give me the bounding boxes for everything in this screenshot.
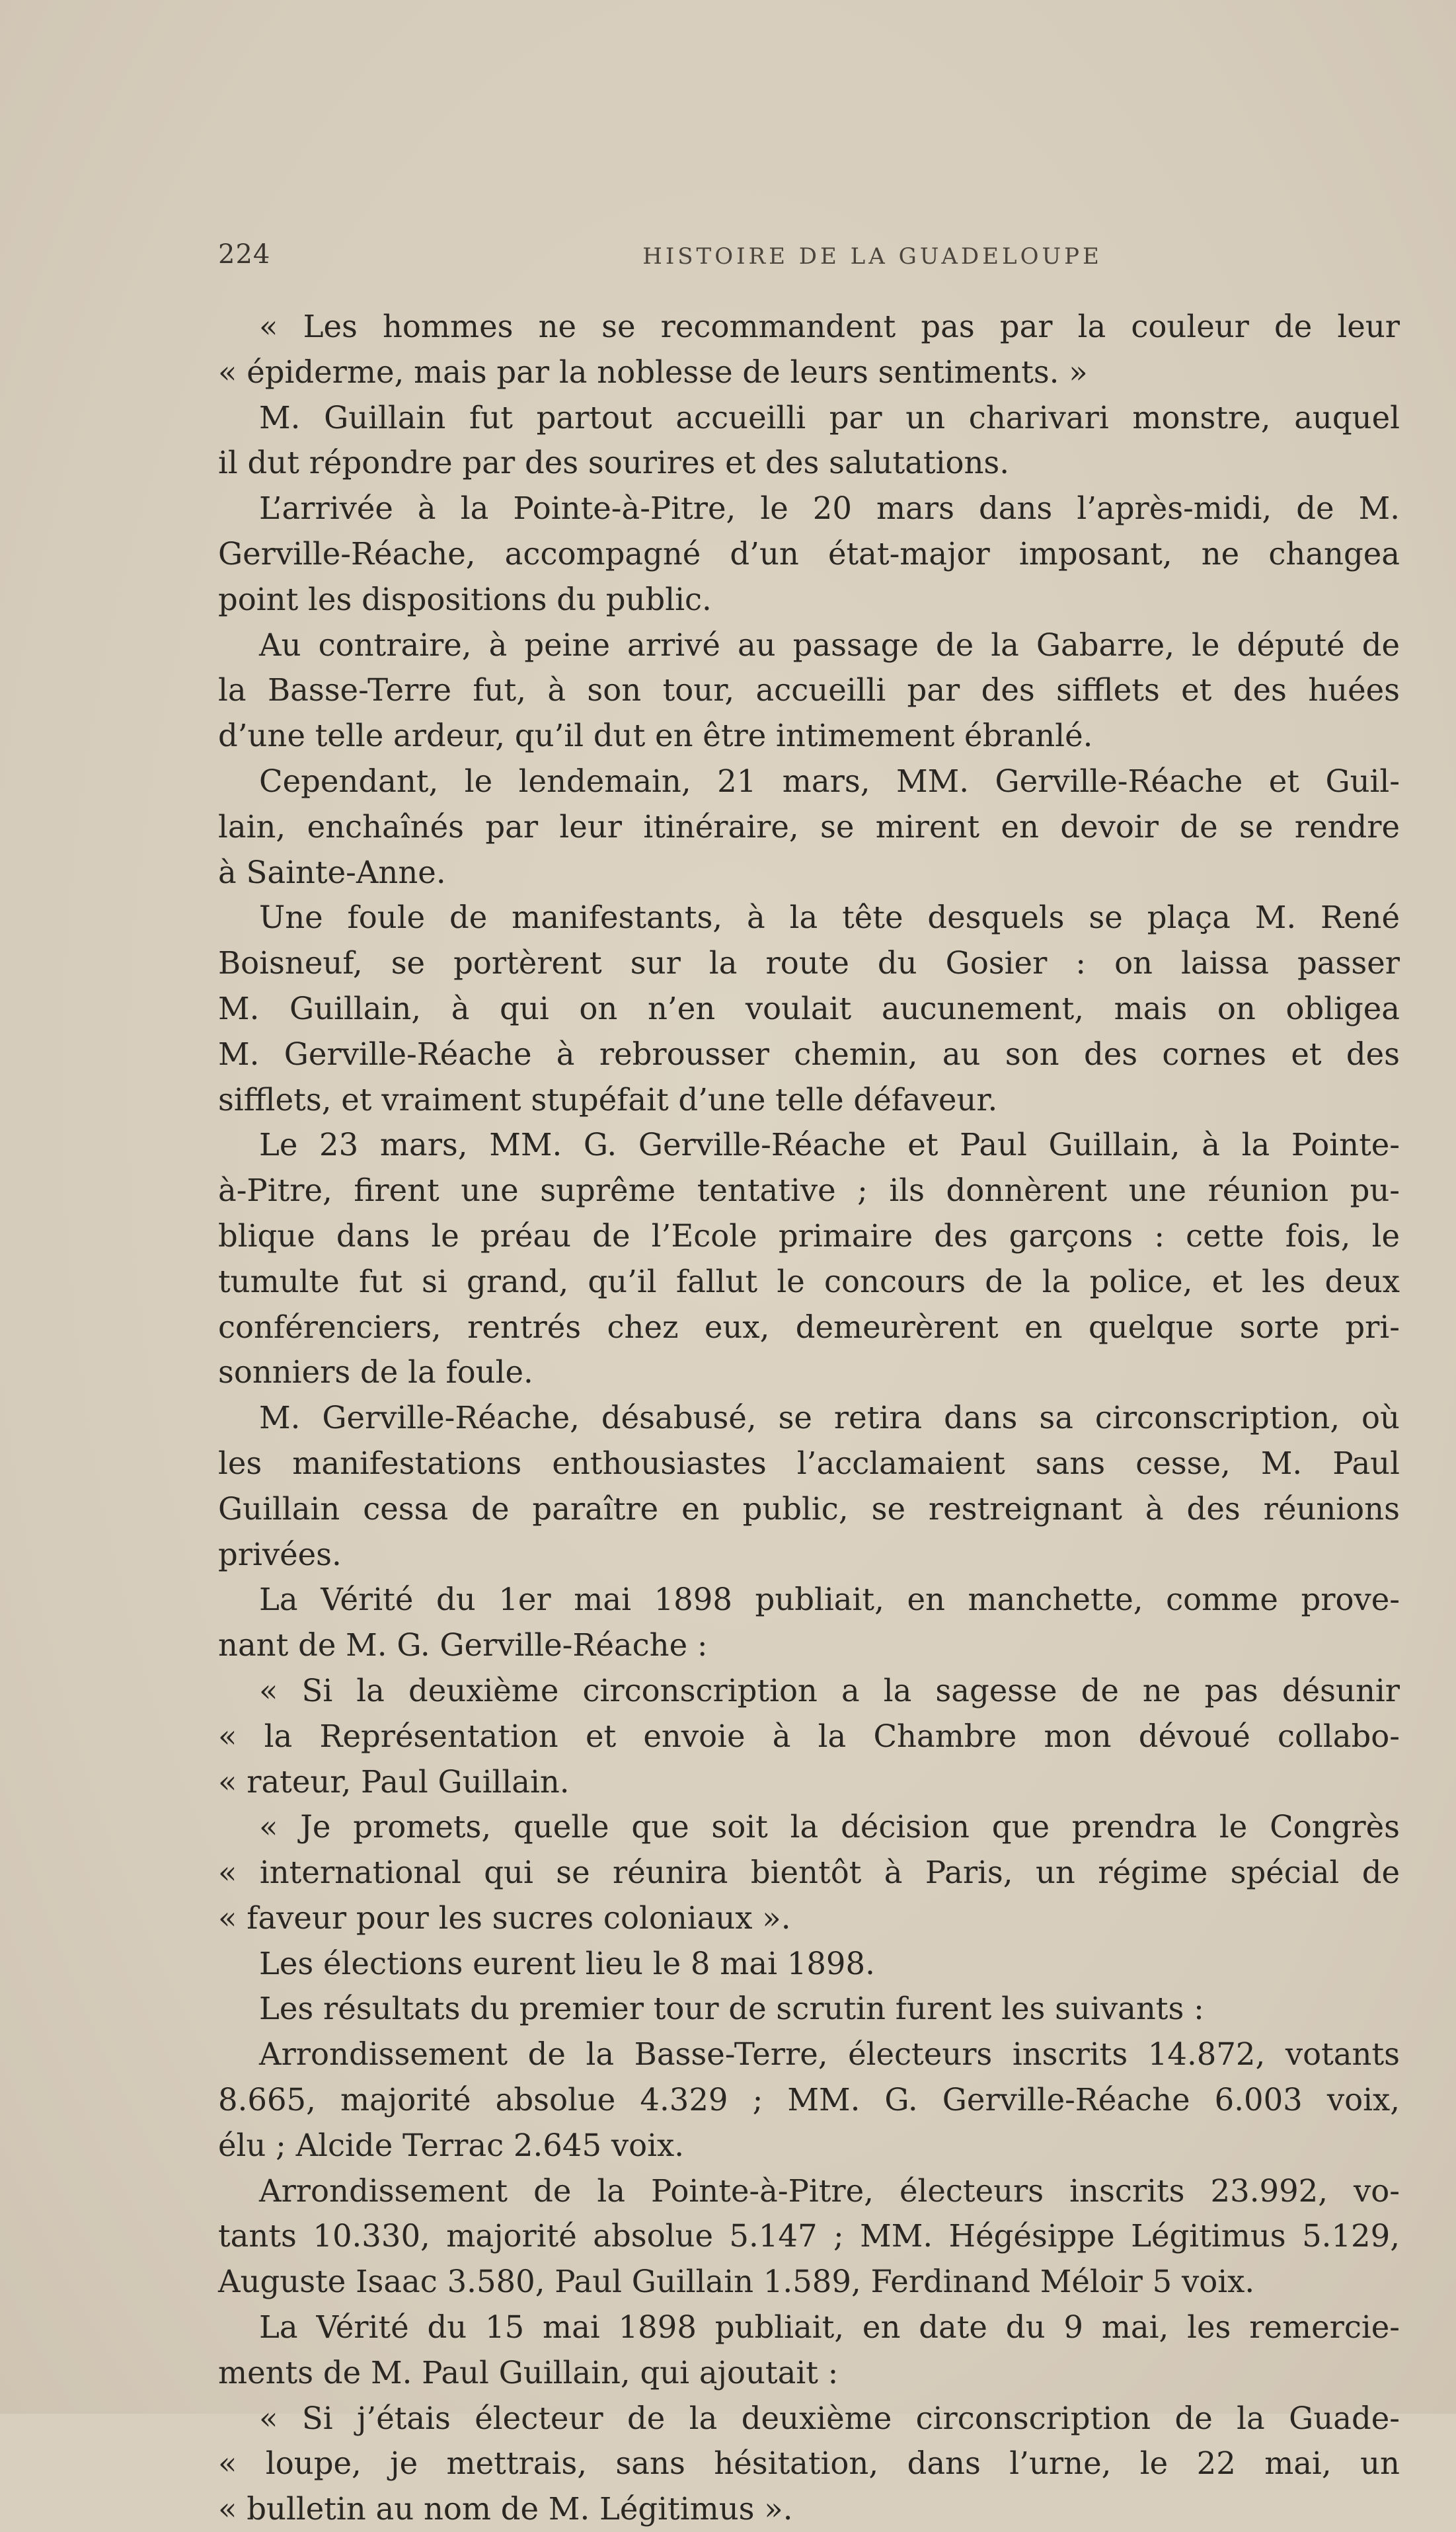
text-line: il dut répondre par des sourires et des salutations. <box>218 445 1010 481</box>
text-line: à-Pitre, firent une suprême tentative ; ils donnèrent une réunion pu- <box>218 1172 1400 1209</box>
text-line: « rateur, Paul Guillain. <box>218 1763 570 1800</box>
text-line: M. Gerville-Réache, désabusé, se retira dans sa circonscription, où <box>259 1400 1400 1436</box>
text-line: point les dispositions du public. <box>218 581 712 617</box>
text-line: Les résultats du premier tour de scrutin furent les suivants : <box>259 1991 1204 2027</box>
text-line: Une foule de manifestants, à la tête desquels se plaça M. René <box>259 900 1400 936</box>
text-line: sifflets, et vraiment stupéfait d’une telle défaveur. <box>218 1081 998 1118</box>
text-line: Boisneuf, se portèrent sur la route du Gosier : on laissa passer <box>218 945 1400 981</box>
text-line: Auguste Isaac 3.580, Paul Guillain 1.589, Ferdinand Méloir 5 voix. <box>218 2264 1255 2300</box>
text-line: « faveur pour les sucres coloniaux ». <box>218 1899 791 1936</box>
text-line: Les élections eurent lieu le 8 mai 1898. <box>259 1945 875 1981</box>
text-line: « loupe, je mettrais, sans hésitation, dans l’urne, le 22 mai, un <box>218 2445 1400 2482</box>
text-line: blique dans le préau de l’Ecole primaire des garçons : cette fois, le <box>218 1217 1400 1254</box>
text-line: 8.665, majorité absolue 4.329 ; MM. G. Gerville-Réache 6.003 voix, <box>218 2082 1400 2118</box>
text-line: « Je promets, quelle que soit la décision que prendra le Congrès <box>259 1809 1400 1845</box>
text-line: Arrondissement de la Basse-Terre, électeurs inscrits 14.872, votants <box>259 2036 1400 2073</box>
text-line: Arrondissement de la Pointe-à-Pitre, électeurs inscrits 23.992, vo- <box>259 2172 1400 2209</box>
running-title: HISTOIRE DE LA GUADELOUPE <box>642 243 1102 270</box>
text-line: la Basse-Terre fut, à son tour, accueilli par des sifflets et des huées <box>218 672 1400 709</box>
text-line: L’arrivée à la Pointe-à-Pitre, le 20 mars dans l’après-midi, de M. <box>259 490 1400 527</box>
text-line: sonniers de la foule. <box>218 1354 533 1391</box>
text-line: conférenciers, rentrés chez eux, demeurèrent en quelque sorte pri- <box>218 1309 1400 1345</box>
text-line: lain, enchaînés par leur itinéraire, se mirent en devoir de se rendre <box>218 808 1400 845</box>
text-line: « Les hommes ne se recommandent pas par la couleur de leur <box>259 309 1400 344</box>
text-line: Le 23 mars, MM. G. Gerville-Réache et Paul Guillain, à la Pointe- <box>259 1127 1400 1163</box>
text-line: « international qui se réunira bientôt à Paris, un régime spécial de <box>218 1855 1400 1891</box>
text-line: tumulte fut si grand, qu’il fallut le concours de la police, et les deux <box>218 1263 1400 1299</box>
text-line: « bulletin au nom de M. Légitimus ». <box>218 2491 793 2527</box>
text-line: M. Guillain, à qui on n’en voulait aucunement, mais on obligea <box>218 990 1400 1026</box>
text-line: privées. <box>218 1536 342 1572</box>
text-line: tants 10.330, majorité absolue 5.147 ; MM. Hégésippe Légitimus 5.129, <box>218 2218 1400 2254</box>
text-line: « Si la deuxième circonscription a la sagesse de ne pas désunir <box>259 1672 1400 1708</box>
text-line: « la Représentation et envoie à la Chambre mon dévoué collabo- <box>218 1718 1400 1754</box>
text-line: La Vérité du 1er mai 1898 publiait, en manchette, comme prove- <box>259 1582 1400 1618</box>
text-line: nant de M. G. Gerville-Réache : <box>218 1627 708 1664</box>
text-line: La Vérité du 15 mai 1898 publiait, en date du 9 mai, les remercie- <box>259 2309 1400 2346</box>
text-line: Cependant, le lendemain, 21 mars, MM. Gerville-Réache et Guil- <box>259 763 1400 799</box>
text-line: M. Guillain fut partout accueilli par un charivari monstre, auquel <box>259 399 1400 436</box>
page-number: 224 <box>218 239 271 270</box>
text-line: « Si j’étais électeur de la deuxième circonscription de la Guade- <box>259 2400 1400 2436</box>
text-line: M. Gerville-Réache à rebrousser chemin, au son des cornes et des <box>218 1036 1400 1072</box>
text-line: les manifestations enthousiastes l’acclamaient sans cesse, M. Paul <box>218 1445 1400 1481</box>
page-header <box>218 239 1375 279</box>
text-line: à Sainte-Anne. <box>218 854 446 890</box>
text-line: « épiderme, mais par la noblesse de leurs sentiments. » <box>218 354 1088 390</box>
text-line: Au contraire, à peine arrivé au passage de la Gabarre, le député de <box>259 627 1400 663</box>
body-text <box>218 304 1400 2532</box>
text-line: d’une telle ardeur, qu’il dut en être intimement ébranlé. <box>218 718 1093 754</box>
text-line: Guillain cessa de paraître en public, se restreignant à des réunions <box>218 1490 1400 1527</box>
text-line: élu ; Alcide Terrac 2.645 voix. <box>218 2127 684 2163</box>
text-line: ments de M. Paul Guillain, qui ajoutait : <box>218 2354 839 2391</box>
text-line: Gerville-Réache, accompagné d’un état-major imposant, ne changea <box>218 535 1400 572</box>
